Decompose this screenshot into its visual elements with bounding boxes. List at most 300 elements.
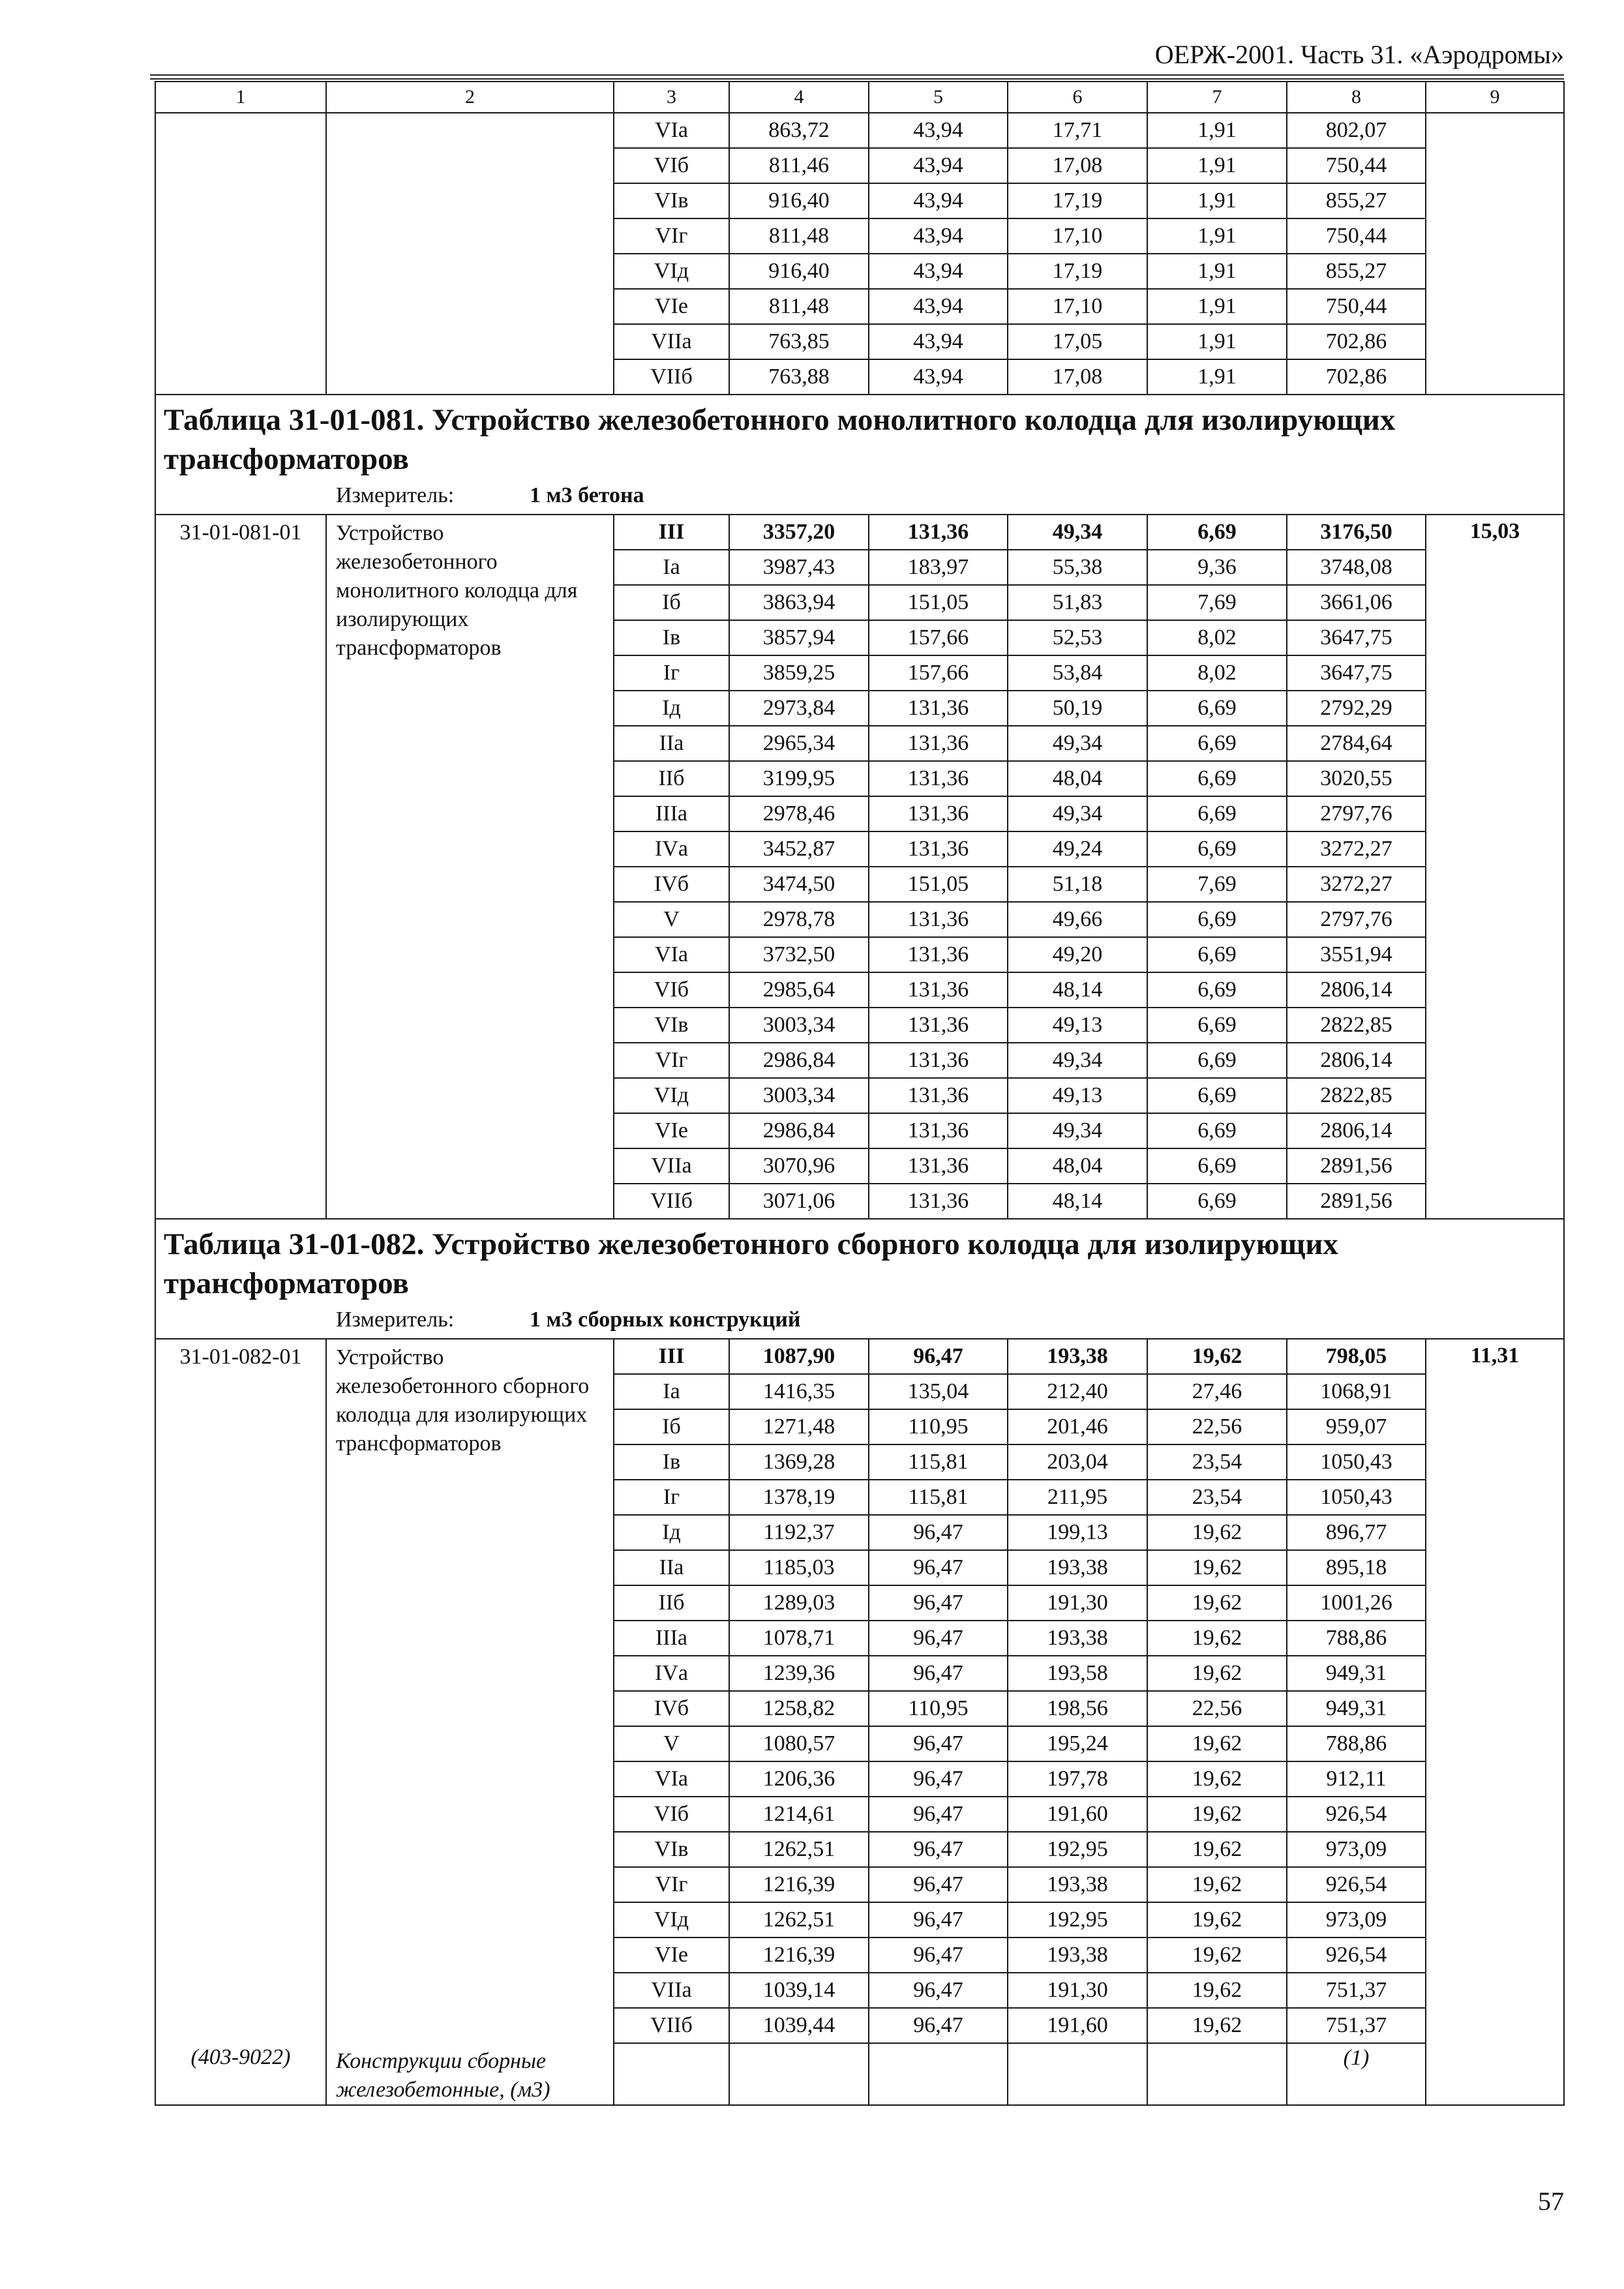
value-cell: 43,94: [869, 113, 1008, 148]
table-title-continued: трансформаторов: [164, 442, 409, 476]
value-cell: 199,13: [1008, 1515, 1147, 1550]
value-cell: 17,19: [1008, 183, 1147, 218]
value-cell: 3272,27: [1287, 867, 1426, 902]
value-cell: 3199,95: [729, 761, 869, 796]
zone-cell: IIIа: [614, 1621, 729, 1656]
value-cell: 131,36: [869, 1008, 1008, 1043]
column-number: 9: [1426, 82, 1564, 113]
value-cell: 1039,44: [729, 2008, 869, 2043]
value-cell: 2973,84: [729, 691, 869, 726]
value-cell: 96,47: [869, 1797, 1008, 1832]
value-cell: 17,08: [1008, 148, 1147, 183]
value-cell: 3732,50: [729, 937, 869, 972]
value-cell: 192,95: [1008, 1902, 1147, 1937]
value-cell: 19,62: [1147, 1585, 1287, 1621]
value-cell: 916,40: [729, 183, 869, 218]
zone-cell: IIб: [614, 1585, 729, 1621]
value-cell: 912,11: [1287, 1761, 1426, 1797]
value-cell: 193,38: [1008, 1621, 1147, 1656]
value-cell: 19,62: [1147, 1902, 1287, 1937]
value-cell: 6,69: [1147, 796, 1287, 831]
value-cell: 1,91: [1147, 289, 1287, 324]
value-cell: 17,10: [1008, 218, 1147, 254]
value-cell: 96,47: [869, 1515, 1008, 1550]
value-cell: 2978,46: [729, 796, 869, 831]
value-cell: 3452,87: [729, 831, 869, 867]
value-cell: 212,40: [1008, 1374, 1147, 1409]
value-cell: 19,62: [1147, 1973, 1287, 2008]
empty-cell: [869, 2043, 1008, 2105]
value-cell: 131,36: [869, 1184, 1008, 1219]
value-cell: 43,94: [869, 289, 1008, 324]
value-cell: 1,91: [1147, 324, 1287, 359]
value-cell: 3003,34: [729, 1008, 869, 1043]
value-cell: 3857,94: [729, 620, 869, 655]
value-cell: 50,19: [1008, 691, 1147, 726]
value-cell: 211,95: [1008, 1480, 1147, 1515]
value-cell: 157,66: [869, 620, 1008, 655]
table-title-row: [155, 395, 1564, 515]
value-cell: 1262,51: [729, 1832, 869, 1867]
value-cell: 6,69: [1147, 1078, 1287, 1113]
value-cell: 115,81: [869, 1444, 1008, 1480]
value-cell: 1416,35: [729, 1374, 869, 1409]
zone-cell: VIа: [614, 113, 729, 148]
value-cell: 1378,19: [729, 1480, 869, 1515]
value-cell: 17,08: [1008, 359, 1147, 395]
value-cell: 48,14: [1008, 1184, 1147, 1219]
value-cell: 19,62: [1147, 1797, 1287, 1832]
value-cell: 1001,26: [1287, 1585, 1426, 1621]
value-cell: 798,05: [1287, 1339, 1426, 1374]
value-cell: 3474,50: [729, 867, 869, 902]
table-row: [155, 1339, 1564, 1374]
value-cell: 131,36: [869, 1148, 1008, 1184]
value-cell: 6,69: [1147, 726, 1287, 761]
value-cell: 1206,36: [729, 1761, 869, 1797]
zone-cell: VIIб: [614, 2008, 729, 2043]
value-cell: 193,58: [1008, 1656, 1147, 1691]
column-number: 5: [869, 82, 1008, 113]
value-cell: 131,36: [869, 937, 1008, 972]
value-cell: 19,62: [1147, 1867, 1287, 1902]
value-cell: 49,34: [1008, 796, 1147, 831]
value-cell: 1262,51: [729, 1902, 869, 1937]
value-cell: 750,44: [1287, 289, 1426, 324]
material-code: (403-9022): [155, 2043, 326, 2105]
value-cell: 3647,75: [1287, 620, 1426, 655]
rate-description: Устройство железобетонного монолитного колодца для изолирующих трансформаторов: [326, 515, 614, 1219]
value-cell: 2784,64: [1287, 726, 1426, 761]
value-cell: 22,56: [1147, 1409, 1287, 1444]
value-cell: 1369,28: [729, 1444, 869, 1480]
zone-cell: IIб: [614, 761, 729, 796]
value-cell: 49,20: [1008, 937, 1147, 972]
value-cell: 3859,25: [729, 655, 869, 691]
zone-cell: IVб: [614, 867, 729, 902]
rates-table: [155, 81, 1565, 2106]
description-cell: [326, 113, 614, 395]
value-cell: 43,94: [869, 183, 1008, 218]
zone-cell: IVа: [614, 831, 729, 867]
value-cell: 110,95: [869, 1409, 1008, 1444]
value-cell: 1192,37: [729, 1515, 869, 1550]
value-cell: 96,47: [869, 1973, 1008, 2008]
value-cell: 1185,03: [729, 1550, 869, 1585]
value-cell: 1039,14: [729, 1973, 869, 2008]
value-cell: 151,05: [869, 585, 1008, 620]
value-cell: 926,54: [1287, 1797, 1426, 1832]
value-cell: 6,69: [1147, 937, 1287, 972]
table-row: [155, 113, 1564, 148]
value-cell: 916,40: [729, 254, 869, 289]
zone-cell: Iв: [614, 1444, 729, 1480]
value-cell: 2806,14: [1287, 972, 1426, 1008]
value-cell: 926,54: [1287, 1867, 1426, 1902]
zone-cell: VIб: [614, 972, 729, 1008]
empty-cell: [1008, 2043, 1147, 2105]
value-cell: 19,62: [1147, 2008, 1287, 2043]
value-cell: 96,47: [869, 1585, 1008, 1621]
zone-cell: Iг: [614, 655, 729, 691]
value-cell: 973,09: [1287, 1832, 1426, 1867]
value-cell: 19,62: [1147, 1339, 1287, 1374]
zone-cell: IIIа: [614, 796, 729, 831]
value-cell: 1050,43: [1287, 1444, 1426, 1480]
value-cell: 49,24: [1008, 831, 1147, 867]
value-cell: 131,36: [869, 1113, 1008, 1148]
value-cell: 1087,90: [729, 1339, 869, 1374]
running-header: ОЕРЖ-2001. Часть 31. «Аэродромы»: [1154, 40, 1564, 69]
value-cell: 131,36: [869, 796, 1008, 831]
value-cell: 2965,34: [729, 726, 869, 761]
value-cell: 949,31: [1287, 1656, 1426, 1691]
value-cell: 1216,39: [729, 1937, 869, 1973]
value-cell: 19,62: [1147, 1550, 1287, 1585]
value-cell: 19,62: [1147, 1832, 1287, 1867]
unit-label: Измеритель:: [336, 483, 455, 507]
value-cell: 1068,91: [1287, 1374, 1426, 1409]
zone-cell: VIIа: [614, 1148, 729, 1184]
value-cell: 811,48: [729, 218, 869, 254]
value-cell: 6,69: [1147, 691, 1287, 726]
table-row: [155, 515, 1564, 550]
value-cell: 19,62: [1147, 1726, 1287, 1761]
value-cell: 183,97: [869, 550, 1008, 585]
value-cell: 1,91: [1147, 254, 1287, 289]
value-cell: 751,37: [1287, 2008, 1426, 2043]
unit-line: [164, 481, 1556, 510]
value-cell: 193,38: [1008, 1550, 1147, 1585]
value-cell: 17,05: [1008, 324, 1147, 359]
value-cell: 3863,94: [729, 585, 869, 620]
zone-cell: III: [614, 1339, 729, 1374]
table-title-continued: трансформаторов: [164, 1266, 409, 1300]
value-cell: 3661,06: [1287, 585, 1426, 620]
value-cell: 110,95: [869, 1691, 1008, 1726]
value-cell: 43,94: [869, 324, 1008, 359]
code-cell: [155, 113, 326, 395]
value-cell: 51,18: [1008, 867, 1147, 902]
value-cell: 7,69: [1147, 585, 1287, 620]
value-cell: 949,31: [1287, 1691, 1426, 1726]
value-cell: 49,34: [1008, 726, 1147, 761]
zone-cell: VIе: [614, 289, 729, 324]
value-cell: 131,36: [869, 515, 1008, 550]
value-cell: 1050,43: [1287, 1480, 1426, 1515]
value-cell: 43,94: [869, 359, 1008, 395]
value-cell: 131,36: [869, 761, 1008, 796]
value-cell: 751,37: [1287, 1973, 1426, 2008]
value-cell: 788,86: [1287, 1621, 1426, 1656]
value-cell: 811,48: [729, 289, 869, 324]
page-number: 57: [1538, 2187, 1564, 2216]
value-cell: 191,30: [1008, 1585, 1147, 1621]
zone-cell: VIг: [614, 1043, 729, 1078]
value-cell: 2792,29: [1287, 691, 1426, 726]
column-number: 4: [729, 82, 869, 113]
value-cell: 96,47: [869, 1726, 1008, 1761]
zone-cell: Iд: [614, 691, 729, 726]
rate-code: 31-01-081-01: [155, 515, 326, 1219]
value-cell: 48,04: [1008, 761, 1147, 796]
value-cell: 131,36: [869, 972, 1008, 1008]
value-cell: 191,60: [1008, 1797, 1147, 1832]
value-cell: 17,71: [1008, 113, 1147, 148]
value-cell: 973,09: [1287, 1902, 1426, 1937]
zone-cell: VIг: [614, 1867, 729, 1902]
value-cell: 201,46: [1008, 1409, 1147, 1444]
value-cell: 96,47: [869, 1937, 1008, 1973]
value-cell: 2985,64: [729, 972, 869, 1008]
value-cell: 763,88: [729, 359, 869, 395]
value-cell: 6,69: [1147, 902, 1287, 937]
value-cell: 1271,48: [729, 1409, 869, 1444]
value-cell: 52,53: [1008, 620, 1147, 655]
value-cell: 3003,34: [729, 1078, 869, 1113]
column-number: 6: [1008, 82, 1147, 113]
value-cell: 7,69: [1147, 867, 1287, 902]
value-cell: 43,94: [869, 148, 1008, 183]
value-cell: 6,69: [1147, 1184, 1287, 1219]
value-cell: 6,69: [1147, 1043, 1287, 1078]
value-cell: 3748,08: [1287, 550, 1426, 585]
value-cell: 51,83: [1008, 585, 1147, 620]
zone-cell: Iг: [614, 1480, 729, 1515]
rate-code: 31-01-082-01: [155, 1339, 326, 2043]
labor-cost-cell: 11,31: [1426, 1339, 1564, 2105]
value-cell: 48,04: [1008, 1148, 1147, 1184]
zone-cell: VIд: [614, 254, 729, 289]
value-cell: 49,66: [1008, 902, 1147, 937]
value-cell: 2891,56: [1287, 1184, 1426, 1219]
value-cell: 9,36: [1147, 550, 1287, 585]
value-cell: 151,05: [869, 867, 1008, 902]
value-cell: 135,04: [869, 1374, 1008, 1409]
zone-cell: VIIб: [614, 359, 729, 395]
value-cell: 2986,84: [729, 1113, 869, 1148]
zone-cell: IVа: [614, 1656, 729, 1691]
value-cell: 203,04: [1008, 1444, 1147, 1480]
table-title-cell: [155, 1219, 1564, 1339]
value-cell: 131,36: [869, 1043, 1008, 1078]
value-cell: 131,36: [869, 902, 1008, 937]
zone-cell: VIд: [614, 1902, 729, 1937]
column-number: 3: [614, 82, 729, 113]
value-cell: 6,69: [1147, 1148, 1287, 1184]
value-cell: 763,85: [729, 324, 869, 359]
table-title: Таблица 31-01-082. Устройство железобетонного сборного колодца для изолирующих: [164, 1227, 1338, 1261]
unit-value: 1 м3 сборных конструкций: [530, 1308, 801, 1332]
value-cell: 1078,71: [729, 1621, 869, 1656]
value-cell: 2797,76: [1287, 902, 1426, 937]
empty-cell: [729, 2043, 869, 2105]
col9-cell: [1426, 113, 1564, 395]
value-cell: 96,47: [869, 1832, 1008, 1867]
value-cell: 96,47: [869, 1867, 1008, 1902]
value-cell: 198,56: [1008, 1691, 1147, 1726]
zone-cell: VIв: [614, 1832, 729, 1867]
value-cell: 802,07: [1287, 113, 1426, 148]
zone-cell: V: [614, 902, 729, 937]
unit-line: [164, 1306, 1556, 1334]
value-cell: 131,36: [869, 691, 1008, 726]
value-cell: 1080,57: [729, 1726, 869, 1761]
value-cell: 3020,55: [1287, 761, 1426, 796]
zone-cell: IIа: [614, 1550, 729, 1585]
value-cell: 49,13: [1008, 1078, 1147, 1113]
value-cell: 55,38: [1008, 550, 1147, 585]
value-cell: 96,47: [869, 1656, 1008, 1691]
zone-cell: Iб: [614, 585, 729, 620]
value-cell: 49,34: [1008, 515, 1147, 550]
labor-cost-cell: 15,03: [1426, 515, 1564, 1219]
value-cell: 3176,50: [1287, 515, 1426, 550]
value-cell: 2891,56: [1287, 1148, 1426, 1184]
value-cell: 2806,14: [1287, 1113, 1426, 1148]
value-cell: 1216,39: [729, 1867, 869, 1902]
value-cell: 8,02: [1147, 655, 1287, 691]
value-cell: 896,77: [1287, 1515, 1426, 1550]
material-quantity: (1): [1287, 2043, 1426, 2105]
value-cell: 1,91: [1147, 359, 1287, 395]
value-cell: 6,69: [1147, 1113, 1287, 1148]
unit-value: 1 м3 бетона: [530, 483, 644, 507]
table-title-cell: [155, 395, 1564, 515]
value-cell: 17,10: [1008, 289, 1147, 324]
zone-cell: V: [614, 1726, 729, 1761]
zone-cell: VIв: [614, 1008, 729, 1043]
value-cell: 19,62: [1147, 1761, 1287, 1797]
value-cell: 2806,14: [1287, 1043, 1426, 1078]
zone-cell: VIв: [614, 183, 729, 218]
zone-cell: III: [614, 515, 729, 550]
zone-cell: VIIа: [614, 1973, 729, 2008]
value-cell: 3987,43: [729, 550, 869, 585]
value-cell: 115,81: [869, 1480, 1008, 1515]
value-cell: 702,86: [1287, 324, 1426, 359]
zone-cell: VIб: [614, 148, 729, 183]
value-cell: 192,95: [1008, 1832, 1147, 1867]
value-cell: 191,60: [1008, 2008, 1147, 2043]
column-number: 1: [155, 82, 326, 113]
value-cell: 96,47: [869, 1339, 1008, 1374]
value-cell: 131,36: [869, 831, 1008, 867]
value-cell: 1258,82: [729, 1691, 869, 1726]
value-cell: 1214,61: [729, 1797, 869, 1832]
value-cell: 6,69: [1147, 831, 1287, 867]
zone-cell: VIд: [614, 1078, 729, 1113]
value-cell: 788,86: [1287, 1726, 1426, 1761]
zone-cell: Iв: [614, 620, 729, 655]
value-cell: 6,69: [1147, 515, 1287, 550]
value-cell: 3272,27: [1287, 831, 1426, 867]
value-cell: 49,13: [1008, 1008, 1147, 1043]
value-cell: 2978,78: [729, 902, 869, 937]
empty-cell: [1147, 2043, 1287, 2105]
value-cell: 3357,20: [729, 515, 869, 550]
zone-cell: VIа: [614, 1761, 729, 1797]
value-cell: 3070,96: [729, 1148, 869, 1184]
value-cell: 49,34: [1008, 1113, 1147, 1148]
value-cell: 3071,06: [729, 1184, 869, 1219]
value-cell: 96,47: [869, 1761, 1008, 1797]
table-title: Таблица 31-01-081. Устройство железобетонного монолитного колодца для изолирующих: [164, 403, 1396, 437]
value-cell: 2797,76: [1287, 796, 1426, 831]
value-cell: 96,47: [869, 1621, 1008, 1656]
zone-cell: VIб: [614, 1797, 729, 1832]
value-cell: 27,46: [1147, 1374, 1287, 1409]
value-cell: 8,02: [1147, 620, 1287, 655]
value-cell: 750,44: [1287, 148, 1426, 183]
value-cell: 855,27: [1287, 183, 1426, 218]
value-cell: 1,91: [1147, 148, 1287, 183]
value-cell: 2822,85: [1287, 1078, 1426, 1113]
value-cell: 131,36: [869, 1078, 1008, 1113]
value-cell: 197,78: [1008, 1761, 1147, 1797]
value-cell: 19,62: [1147, 1621, 1287, 1656]
value-cell: 193,38: [1008, 1937, 1147, 1973]
table-title-row: [155, 1219, 1564, 1339]
zone-cell: Iа: [614, 1374, 729, 1409]
value-cell: 17,19: [1008, 254, 1147, 289]
material-description: Конструкции сборные железобетонные, (м3): [326, 2043, 614, 2105]
value-cell: 926,54: [1287, 1937, 1426, 1973]
value-cell: 1,91: [1147, 113, 1287, 148]
column-number: 8: [1287, 82, 1426, 113]
zone-cell: Iб: [614, 1409, 729, 1444]
value-cell: 959,07: [1287, 1409, 1426, 1444]
value-cell: 863,72: [729, 113, 869, 148]
value-cell: 22,56: [1147, 1691, 1287, 1726]
value-cell: 23,54: [1147, 1444, 1287, 1480]
value-cell: 2822,85: [1287, 1008, 1426, 1043]
value-cell: 193,38: [1008, 1339, 1147, 1374]
value-cell: 19,62: [1147, 1515, 1287, 1550]
value-cell: 19,62: [1147, 1656, 1287, 1691]
value-cell: 3551,94: [1287, 937, 1426, 972]
value-cell: 23,54: [1147, 1480, 1287, 1515]
value-cell: 131,36: [869, 726, 1008, 761]
value-cell: 811,46: [729, 148, 869, 183]
value-cell: 157,66: [869, 655, 1008, 691]
column-number: 7: [1147, 82, 1287, 113]
zone-cell: VIг: [614, 218, 729, 254]
value-cell: 96,47: [869, 2008, 1008, 2043]
material-row: [155, 2043, 1564, 2105]
value-cell: 43,94: [869, 254, 1008, 289]
value-cell: 702,86: [1287, 359, 1426, 395]
